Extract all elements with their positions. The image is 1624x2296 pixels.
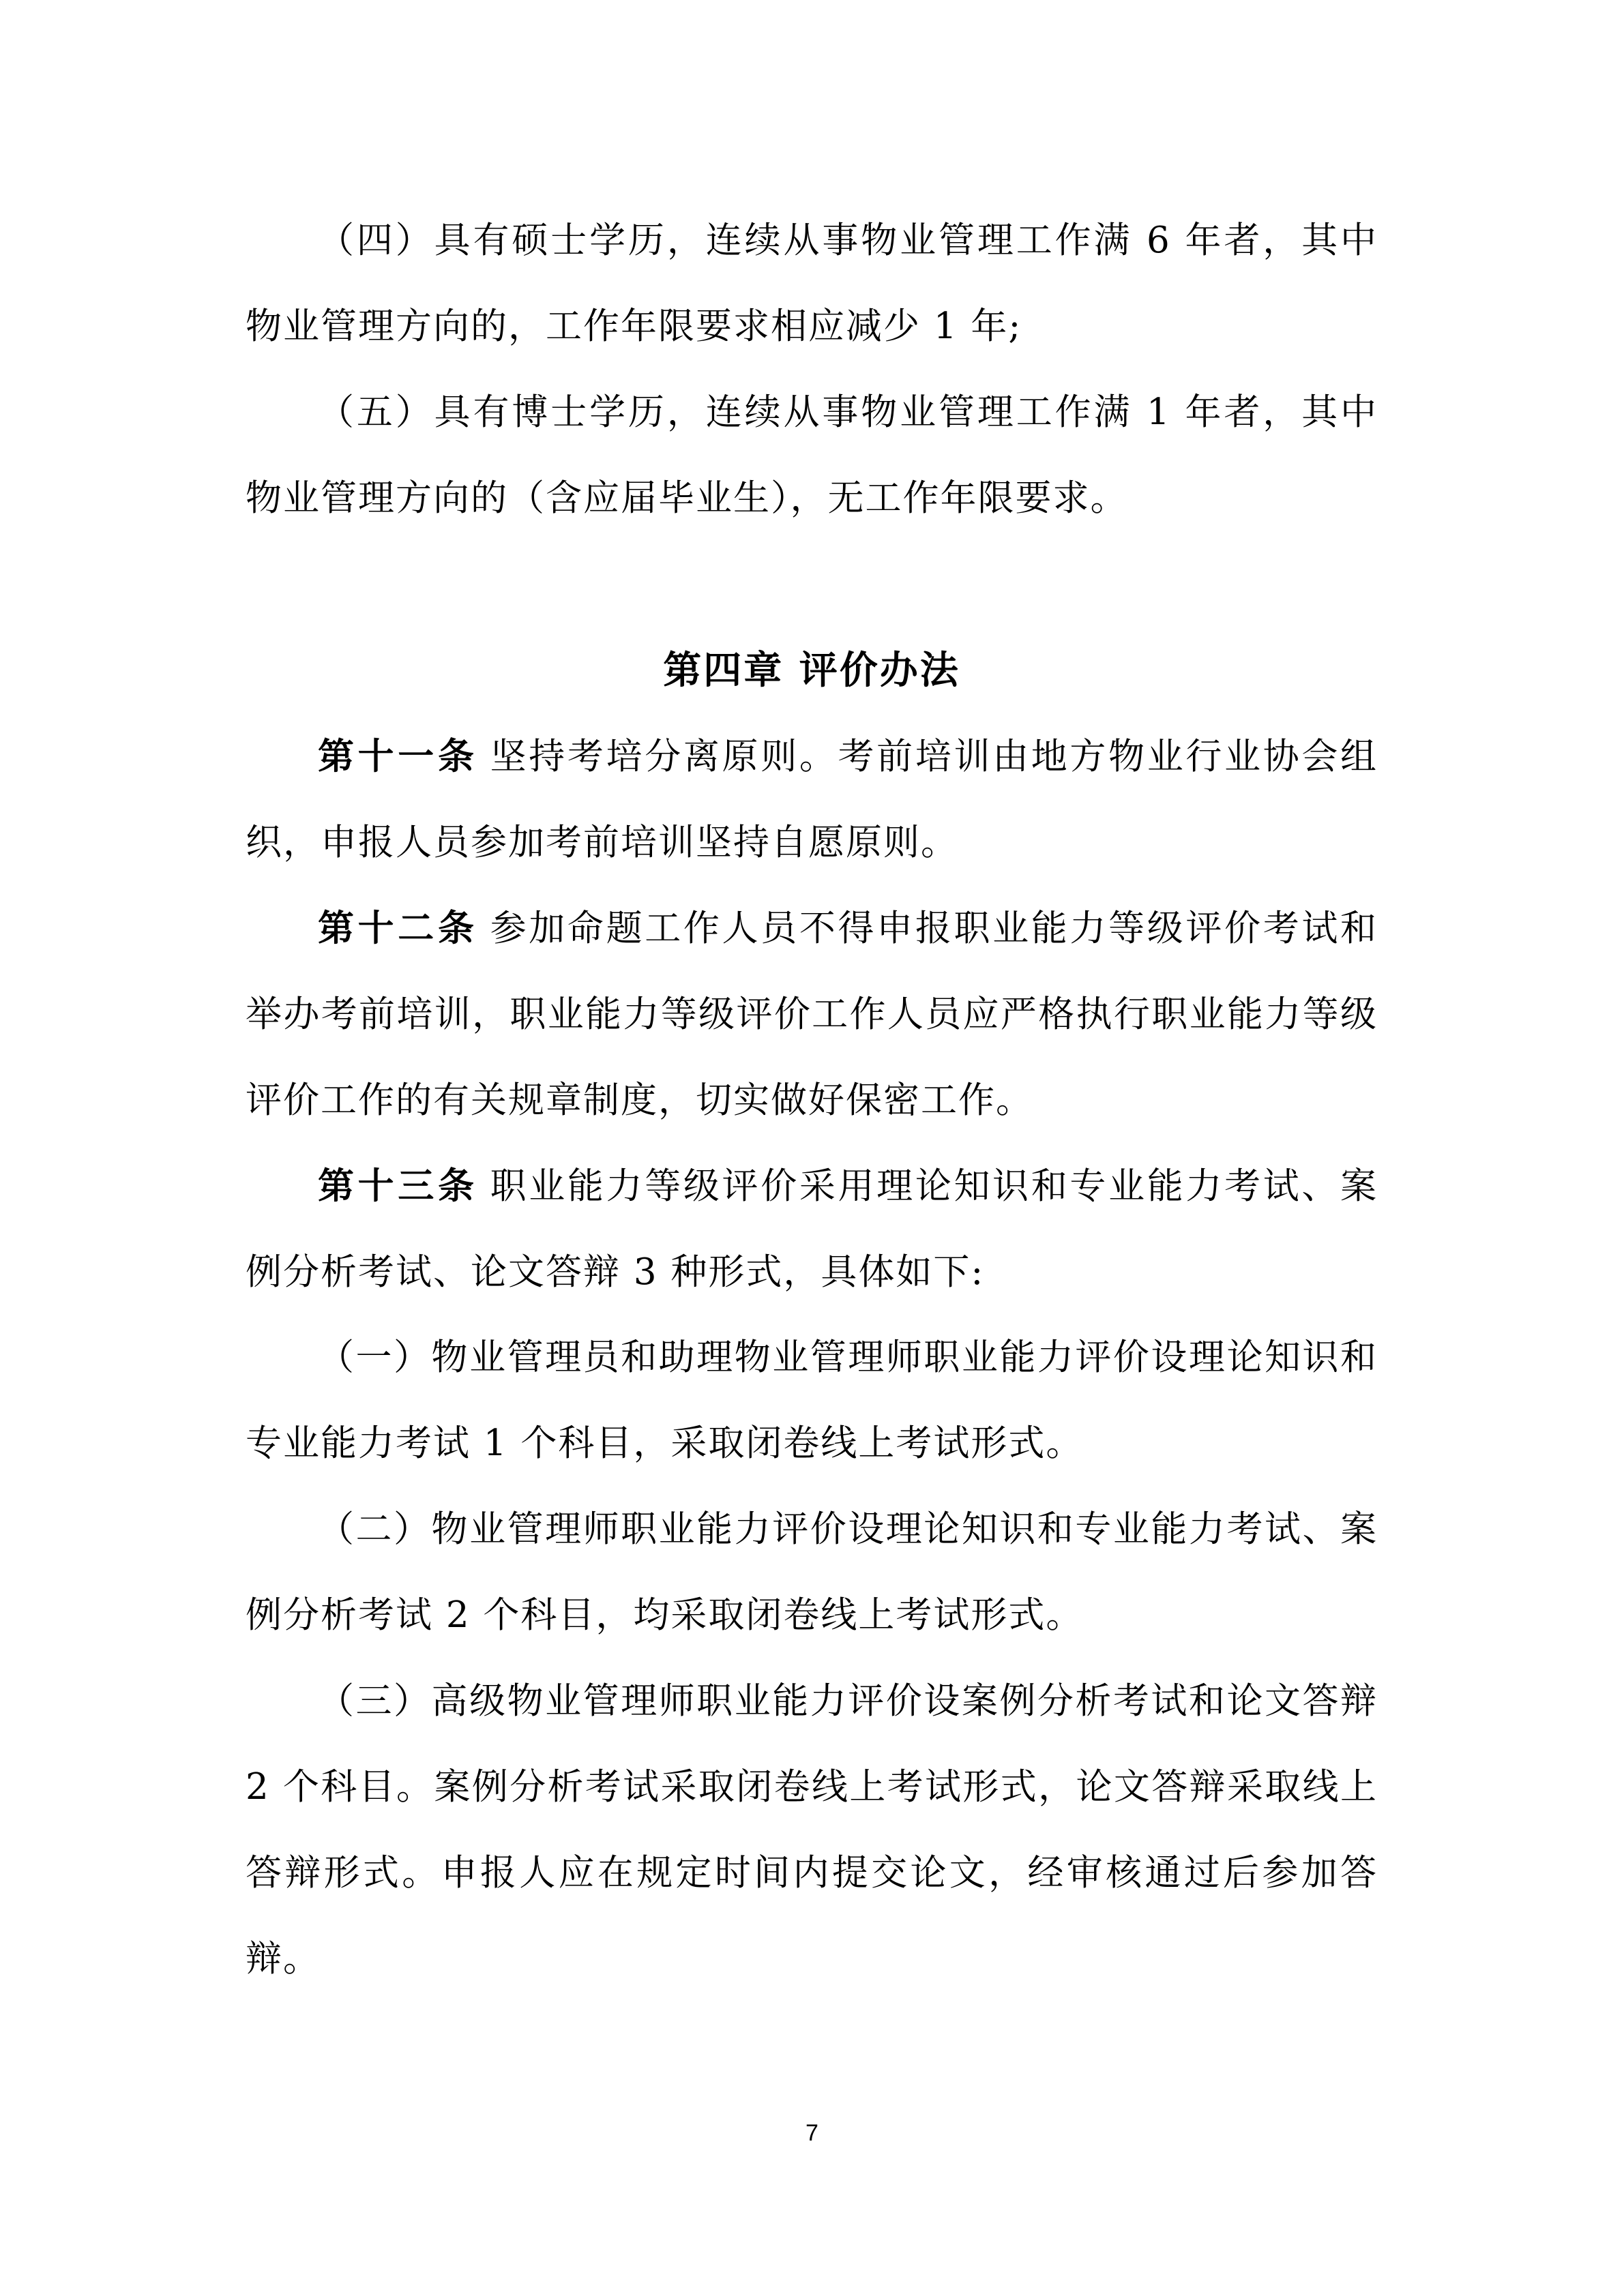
article-12-text: 参加命题工作人员不得申报职业能力等级评价考试和举办考前培训，职业能力等级评价工作人员应严格执行职业能力等级评价工作的有关规章制度，切实做好保密工作。 (246, 908, 1378, 1121)
paragraph-item-5: （五）具有博士学历，连续从事物业管理工作满 1 年者，其中物业管理方向的（含应届毕业生），无工作年限要求。 (246, 391, 1378, 519)
article-13-text: 职业能力等级评价采用理论知识和专业能力考试、案例分析考试、论文答辩 3 种形式，具体如下: (246, 1165, 1378, 1293)
item-3: （三）高级物业管理师职业能力评价设案例分析考试和论文答辩 2 个科目。案例分析考试采取闭卷线上考试形式，论文答辩采取线上答辩形式。申报人应在规定时间内提交论文，经审核通过后参加答辩。 (246, 1680, 1378, 1980)
page-number: 7 (806, 2120, 818, 2146)
article-13 (246, 1143, 1378, 1315)
article-11-text: 坚持考培分离原则。考前培训由地方物业行业协会组织，申报人员参加考前培训坚持自愿原则。 (246, 736, 1378, 863)
item-1: （一）物业管理员和助理物业管理师职业能力评价设理论知识和专业能力考试 1 个科目，采取闭卷线上考试形式。 (246, 1337, 1378, 1464)
article-11 (246, 713, 1378, 886)
article-12 (246, 885, 1378, 1144)
article-13-head: 第十三条 (318, 1165, 478, 1207)
paragraph-item-4: （四）具有硕士学历，连续从事物业管理工作满 6 年者，其中物业管理方向的，工作年限要求相应减少 1 年; (246, 220, 1378, 347)
chapter-title: 第四章 评价办法 (663, 648, 960, 693)
article-11-head: 第十一条 (318, 735, 478, 777)
article-12-head: 第十二条 (318, 907, 478, 949)
item-2: （二）物业管理师职业能力评价设理论知识和专业能力考试、案例分析考试 2 个科目，均采取闭卷线上考试形式。 (246, 1508, 1378, 1636)
